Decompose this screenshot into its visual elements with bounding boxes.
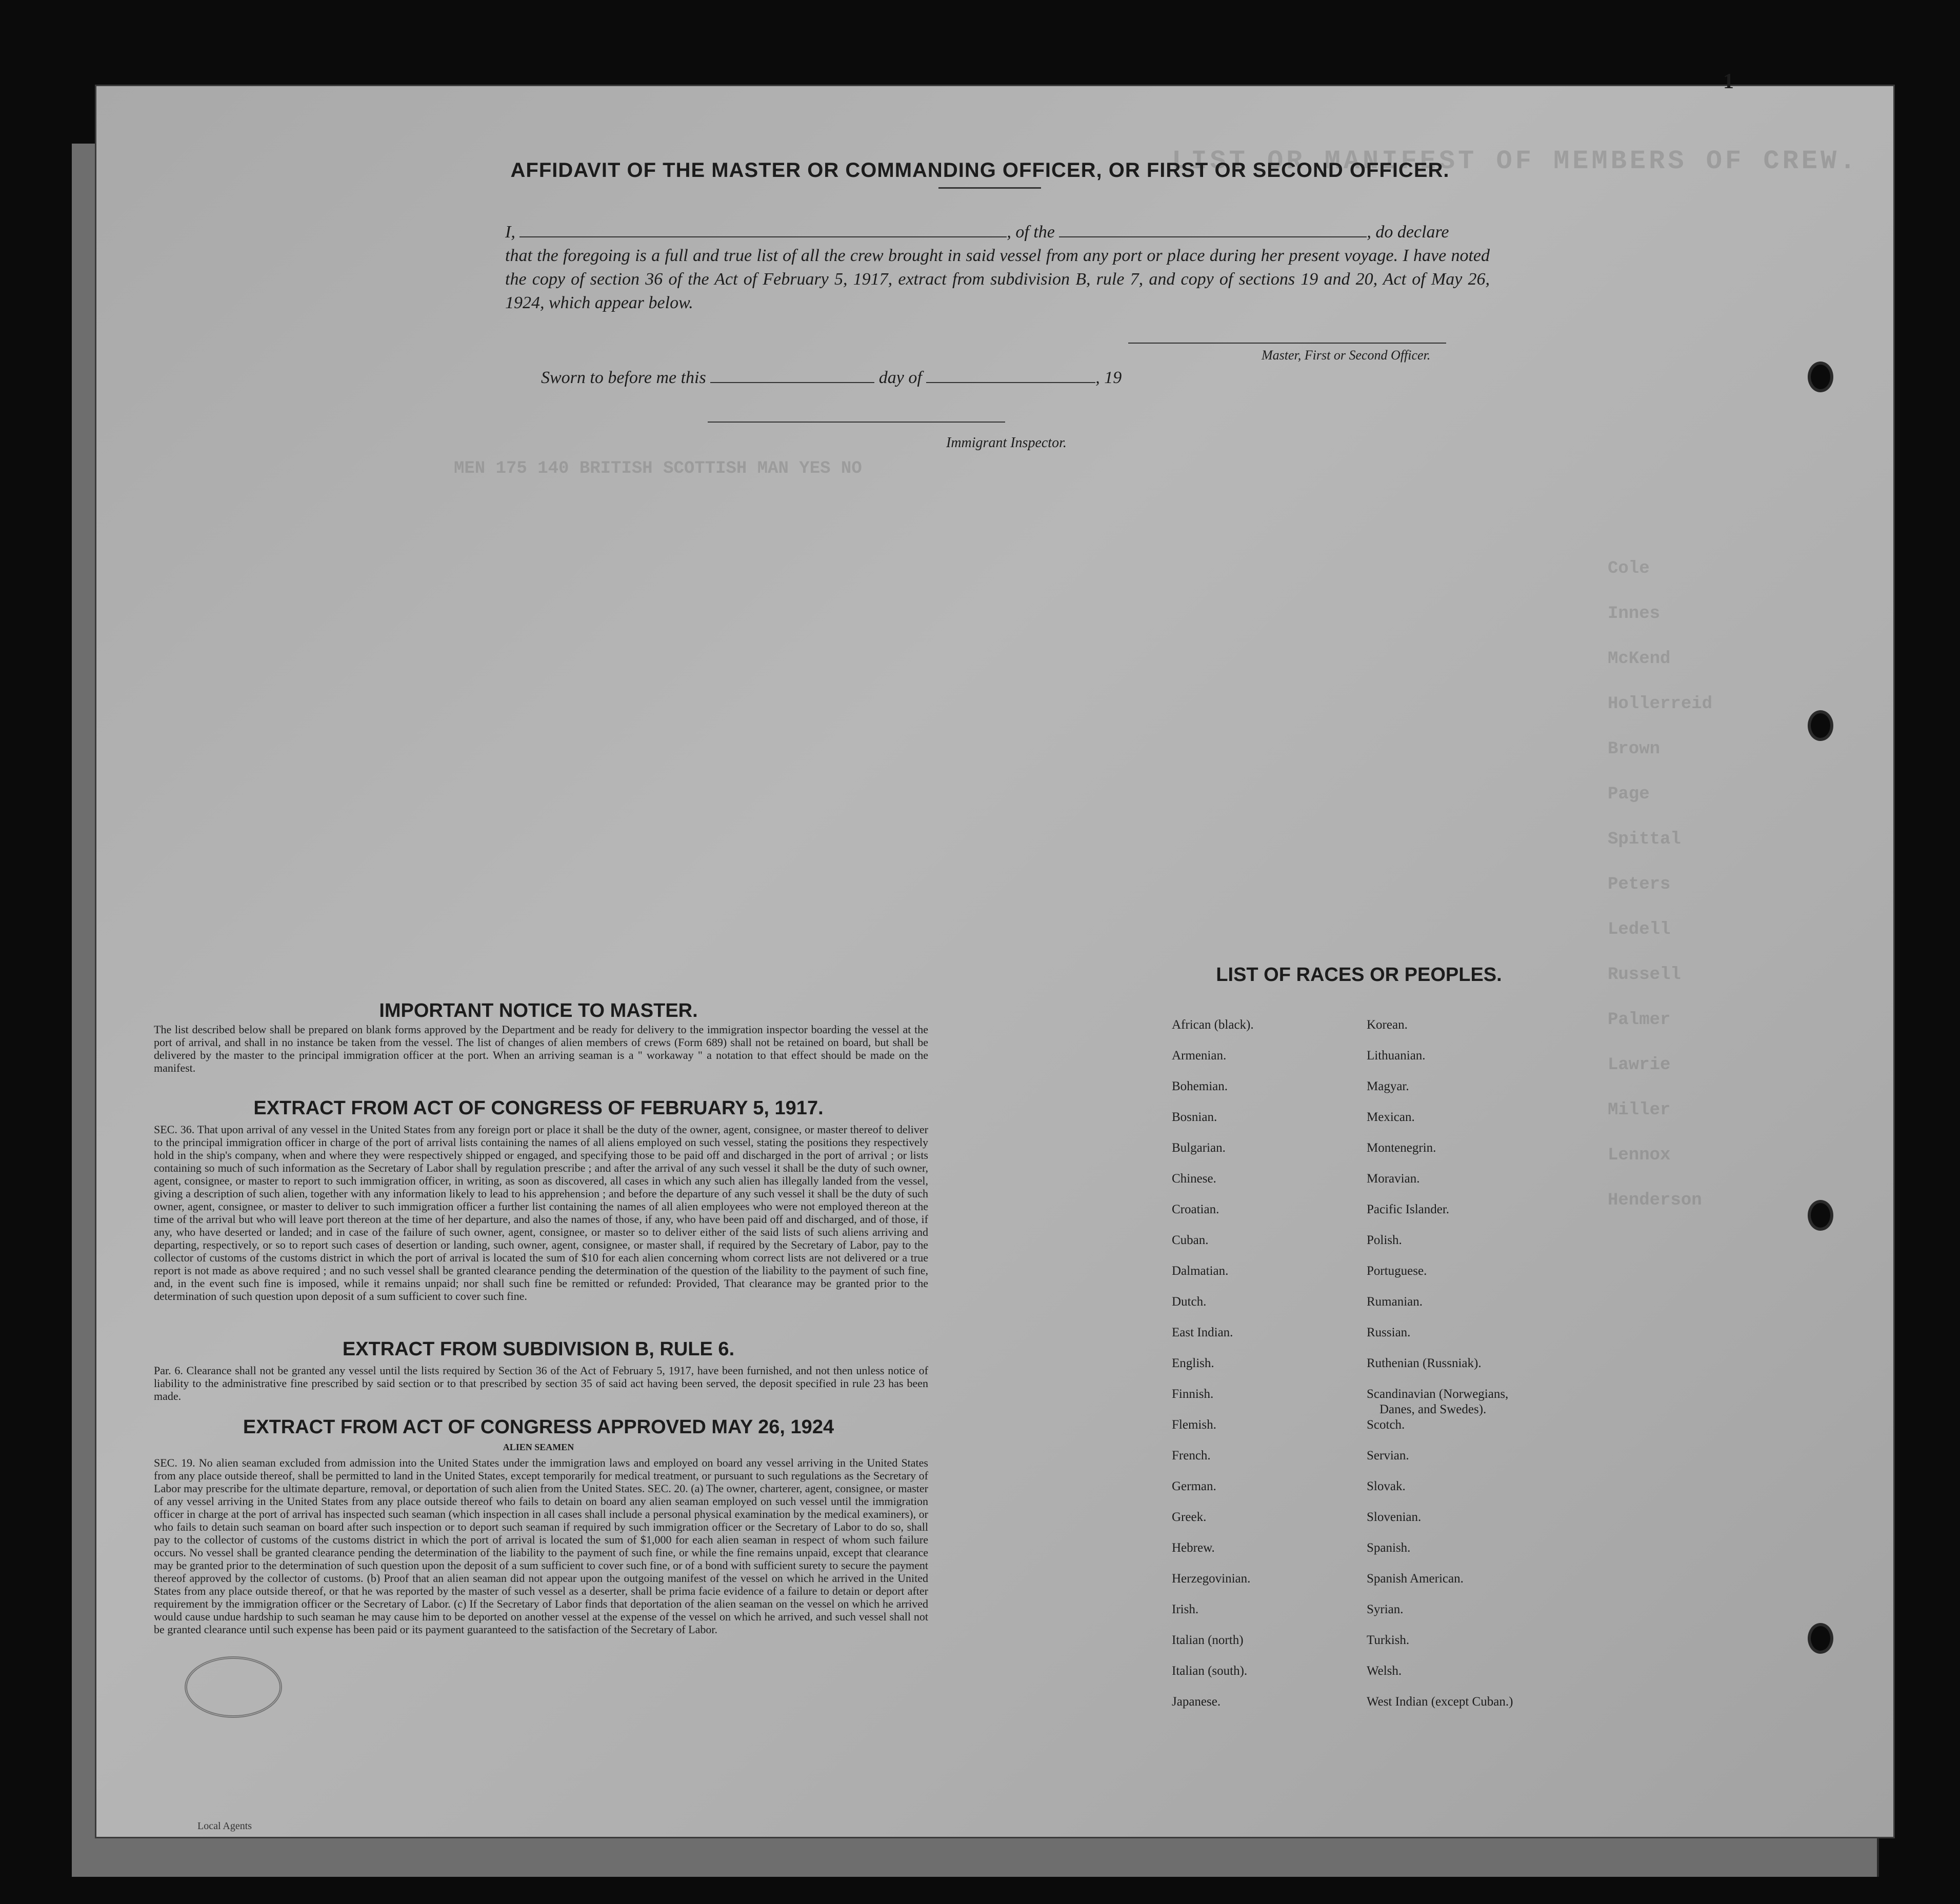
bleed-through-row: MEN 175 140 BRITISH SCOTTISH MAN YES NO: [454, 459, 862, 478]
binder-hole: [1808, 710, 1833, 741]
signature-line: [1128, 343, 1446, 344]
sworn-line: [541, 367, 1122, 388]
inspector-label: Immigrant Inspector.: [946, 435, 1067, 451]
race-item: African (black).: [1172, 1018, 1254, 1032]
bleed-through-column: Cole Innes McKend Hollerreid Brown Page Spittal Peters Ledell Russell Palmer Lawrie Miller Lennox Henderson: [1608, 559, 1713, 1210]
race-item: Scandinavian (Norwegians,: [1367, 1387, 1509, 1401]
page-number: 1: [1723, 70, 1734, 93]
extract-rule6-text: Par. 6. Clearance shall not be granted any vessel until the lists required by Section 36 of the Act of February 5, 1917, have been furnished, and not then unless notice of liability to the administrative fine prescribed by said section or to that prescribed by section 35 of said act having been served, the deposit specified in rule 23 has been made.: [154, 1364, 928, 1402]
race-item: Spanish.: [1367, 1541, 1411, 1555]
extract-1924-text: SEC. 19. No alien seaman excluded from admission into the United States under the immigration laws and employed on board any vessel arriving in the United States from any place outside thereof, shall be permitted to land in the United States, except temporarily for medical treatment, or pursuant to such regulations as the Secretary of Labor may prescribe for the ultimate departure, removal, or deportation of such alien from the United States. SEC. 20. (a) The owner, charterer, agent, consignee, or master of any vessel arriving in the United States from any place outside thereof who fails to detain on board any alien seaman employed on such vessel until the immigration officer in charge at the port of arrival has inspected such seaman (which inspection in all cases shall include a personal physical examination by the medical examiners), or who fails to detain such seaman on board after such inspection or to deport such seaman if required by such immigration officer or the Secretary of Labor to do so, shall pay to the collector of customs of the customs district in which the port of arrival is located the sum of $1,000 for each alien seaman in respect of whom such failure occurs. No vessel shall be granted clearance pending the determination of the liability to the payment of such fine, or while the fine remains unpaid, except that clearance may be granted prior to the determination of such question upon the deposit of a sum sufficient to cover such fine, or of a bond with sufficient surety to secure the payment thereof approved by the collector of customs. (b) Proof that an alien seaman did not appear upon the outgoing manifest of the vessel on which he arrived in the United States from any place outside thereof, or that he was reported by the master of such vessel as a deserter, shall be prima facie evidence of a failure to detain or deport after requirement by the immigration officer or the Secretary of Labor. (c) If the Secretary of Labor finds that deportation of the alien seaman on the vessel on which he arrived would cause undue hardship to such seaman he may cause him to be deported on another vessel at the expense of the vessel on which he arrived, and such vessel shall not be granted clearance until such expense has been paid or its payment guaranteed to the satisfaction of the Secretary of Labor.: [154, 1456, 928, 1636]
race-item: Scotch.: [1367, 1418, 1405, 1432]
race-item: Hebrew.: [1172, 1541, 1215, 1555]
binder-hole: [1808, 1200, 1833, 1231]
race-item: German.: [1172, 1479, 1216, 1493]
race-item: Magyar.: [1367, 1079, 1409, 1093]
race-item: Flemish.: [1172, 1418, 1216, 1432]
race-item: East Indian.: [1172, 1326, 1233, 1339]
race-item: Lithuanian.: [1367, 1049, 1426, 1063]
local-agents-label: Local Agents: [197, 1820, 252, 1832]
race-item: Syrian.: [1367, 1602, 1404, 1616]
declaration: [505, 221, 1490, 315]
declaration-do-declare: , do declare: [1367, 223, 1449, 242]
sworn-month-field[interactable]: [926, 367, 1095, 383]
race-item: Dutch.: [1172, 1295, 1207, 1309]
sworn-day: day of: [878, 368, 922, 387]
race-item: Rumanian.: [1367, 1295, 1423, 1309]
race-item: Portuguese.: [1367, 1264, 1427, 1278]
race-item: Mexican.: [1367, 1110, 1415, 1124]
race-item: English.: [1172, 1356, 1214, 1370]
race-item: Japanese.: [1172, 1695, 1221, 1709]
inspector-signature-line: [708, 422, 1005, 423]
races-title: LIST OF RACES OR PEOPLES.: [1216, 964, 1502, 986]
binder-hole: [1808, 362, 1833, 392]
signature-label: Master, First or Second Officer.: [1262, 348, 1431, 363]
race-item: Chinese.: [1172, 1172, 1216, 1186]
race-item: Italian (south).: [1172, 1664, 1248, 1678]
race-item: Pacific Islander.: [1367, 1202, 1450, 1216]
race-item: Ruthenian (Russniak).: [1367, 1356, 1482, 1370]
race-item: French.: [1172, 1449, 1211, 1462]
race-item: Bosnian.: [1172, 1110, 1217, 1124]
race-item: Cuban.: [1172, 1233, 1209, 1247]
title-divider: [938, 187, 1041, 189]
race-item: Dalmatian.: [1172, 1264, 1229, 1278]
officer-name-field[interactable]: [519, 221, 1007, 237]
race-item: Herzegovinian.: [1172, 1572, 1251, 1586]
extract-1924-subtitle: ALIEN SEAMEN: [503, 1442, 574, 1452]
extract-1924-title: EXTRACT FROM ACT OF CONGRESS APPROVED MAY 26, 1924: [243, 1416, 834, 1438]
extract-1917-title: EXTRACT FROM ACT OF CONGRESS OF FEBRUARY 5, 1917.: [253, 1097, 824, 1119]
race-item: Montenegrin.: [1367, 1141, 1436, 1155]
vessel-name-field[interactable]: [1059, 221, 1367, 237]
race-item: Armenian.: [1172, 1049, 1227, 1063]
race-item: Russian.: [1367, 1326, 1411, 1339]
race-item: Turkish.: [1367, 1633, 1410, 1647]
bleed-through-title: LIST OR MANIFEST OF MEMBERS OF CREW.: [1172, 146, 1859, 176]
race-item: Slovenian.: [1367, 1510, 1422, 1524]
notice-text: The list described below shall be prepared on blank forms approved by the Department and be ready for delivery to the immigration inspector boarding the vessel at the port of arrival, and shall in no instance be taken from the vessel. The list of changes of alien members of crews (Form 689) shall not be retained on board, but shall be delivered by the master to the principal immigration officer at the port. When an arriving seaman is a " workaway " a notation to that effect should be made on the manifest.: [154, 1023, 928, 1074]
sworn-prefix: Sworn to before me this: [541, 368, 706, 387]
race-item: Polish.: [1367, 1233, 1402, 1247]
declaration-of-the: , of the: [1007, 223, 1055, 242]
extract-rule6-title: EXTRACT FROM SUBDIVISION B, RULE 6.: [342, 1338, 735, 1360]
race-item: Welsh.: [1367, 1664, 1402, 1678]
declaration-i: I,: [505, 223, 515, 242]
notice-title: IMPORTANT NOTICE TO MASTER.: [379, 1000, 698, 1021]
sworn-date-field[interactable]: [710, 367, 874, 383]
race-item: Greek.: [1172, 1510, 1207, 1524]
received-stamp: [185, 1656, 282, 1718]
race-item: Bohemian.: [1172, 1079, 1228, 1093]
affidavit-title: AFFIDAVIT OF THE MASTER OR COMMANDING OFFICER, OR FIRST OR SECOND OFFICER.: [510, 159, 1450, 182]
race-item: Irish.: [1172, 1602, 1199, 1616]
race-item: West Indian (except Cuban.): [1367, 1695, 1513, 1709]
race-item: Italian (north): [1172, 1633, 1244, 1647]
race-item: Korean.: [1367, 1018, 1408, 1032]
binder-hole: [1808, 1623, 1833, 1654]
race-item: Bulgarian.: [1172, 1141, 1226, 1155]
race-item: Danes, and Swedes).: [1379, 1402, 1487, 1416]
race-item: Slovak.: [1367, 1479, 1406, 1493]
declaration-body: that the foregoing is a full and true list of all the crew brought in said vessel from any port or place during her present voyage. I have noted the copy of section 36 of the Act of February 5, 1917, extract from subdivision B, rule 7, and copy of sections 19 and 20, Act of May 26, 1924, which appear below.: [505, 246, 1490, 312]
race-item: Moravian.: [1367, 1172, 1420, 1186]
extract-1917-text: SEC. 36. That upon arrival of any vessel in the United States from any foreign port or place it shall be the duty of the owner, agent, consignee, or master thereof to deliver to the principal immigration officer in charge of the port of arrival lists containing the names of all aliens employed on such vessel, stating the positions they respectively hold in the ship's company, when and where they were respectively shipped or engaged, and specifying those to be paid off and discharged in the port of arrival ; or lists containing so much of such information as the Secretary of Labor shall by regulation prescribe ; and after the arrival of any such vessel it shall be the duty of such owner, agent, consignee, or master to report to such immigration officer, in writing, as soon as discovered, all cases in which any such alien has illegally landed from the vessel, giving a description of such alien, together with any information likely to lead to his apprehension ; and before the departure of any such vessel it shall be the duty of such owner, agent, consignee, or master to deliver to such immigration officer a further list containing the names of all alien employees who were not employed thereon at the time of the arrival but who will leave port thereon at the time of her departure, and also the names of those, if any, who have been paid off and discharged, and of those, if any, who have deserted or landed; and in case of the failure of such owner, agent, consignee, or master so to deliver either of the said lists of such aliens arriving and departing, respectively, or so to report such cases of desertion or landing, such owner, agent, consignee, or master shall, if required by the Secretary of Labor, pay to the collector of customs of the customs district in which the port of arrival is located the sum of $10 for each alien concerning whom correct lists are not delivered or a true report is not made as above required ; and no such vessel shall be granted clearance pending the determination of the question of the liability to the payment of such fine, and, in the event such fine is imposed, while it remains unpaid; nor shall such fine be remitted or refunded: Provided, That clearance may be granted prior to the determination of such question upon deposit of a sum sufficient to cover such fine.: [154, 1123, 928, 1302]
declaration-first-line: [505, 221, 1490, 244]
sworn-year: , 19: [1095, 368, 1122, 387]
race-item: Spanish American.: [1367, 1572, 1464, 1586]
race-item: Finnish.: [1172, 1387, 1214, 1401]
race-item: Croatian.: [1172, 1202, 1219, 1216]
race-item: Servian.: [1367, 1449, 1409, 1462]
